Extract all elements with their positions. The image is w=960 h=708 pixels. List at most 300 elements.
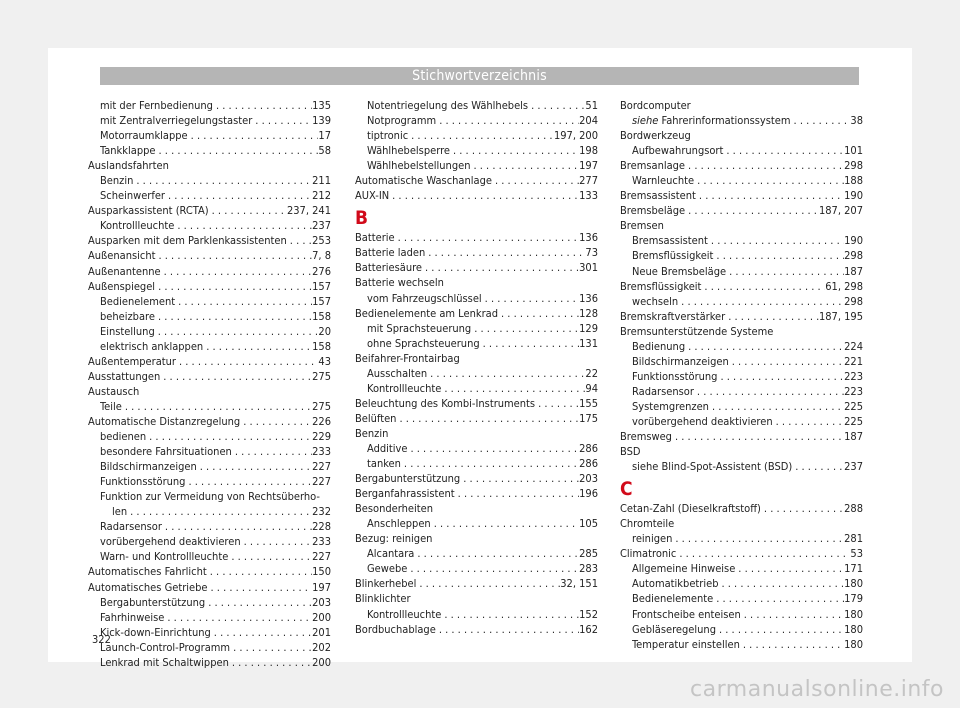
index-term: Tankklappe bbox=[100, 144, 156, 158]
dot-leader bbox=[729, 354, 844, 369]
index-subentry bbox=[100, 595, 331, 610]
dot-leader bbox=[792, 459, 844, 474]
dot-leader bbox=[685, 158, 844, 173]
index-entry bbox=[355, 173, 598, 188]
page-reference: 237 bbox=[312, 219, 331, 233]
page-reference: 150 bbox=[312, 565, 331, 579]
index-term: Kontrollleuchte bbox=[367, 607, 442, 621]
dot-leader bbox=[725, 309, 819, 324]
index-term: Automatisches Fahrlicht bbox=[88, 565, 207, 579]
page-reference: 224 bbox=[844, 339, 863, 353]
index-subentry bbox=[100, 98, 331, 113]
dot-leader bbox=[395, 230, 580, 245]
index-term: Bremsen bbox=[620, 219, 664, 233]
index-entry bbox=[620, 324, 863, 339]
dot-leader bbox=[408, 128, 554, 143]
page-reference: 196 bbox=[579, 487, 598, 501]
dot-leader bbox=[470, 158, 579, 173]
index-entry bbox=[355, 576, 598, 591]
dot-leader bbox=[685, 203, 819, 218]
dot-leader bbox=[229, 655, 312, 670]
page-reference: 94 bbox=[585, 381, 598, 395]
dot-leader bbox=[723, 143, 844, 158]
index-subentry bbox=[100, 113, 331, 128]
dot-leader bbox=[694, 173, 844, 188]
dot-leader bbox=[185, 474, 312, 489]
dot-leader bbox=[176, 354, 318, 369]
index-subentry bbox=[632, 354, 863, 369]
index-term: bedienen bbox=[100, 430, 147, 444]
page-reference: 229 bbox=[312, 430, 331, 444]
dot-leader bbox=[396, 411, 579, 426]
page-reference: 232 bbox=[312, 505, 331, 519]
index-term: mit Sprachsteuerung bbox=[367, 321, 472, 335]
index-entry bbox=[88, 203, 331, 218]
dot-leader bbox=[672, 429, 844, 444]
dot-leader bbox=[713, 591, 844, 606]
index-term: Systemgrenzen bbox=[632, 399, 709, 413]
page-reference: 180 bbox=[844, 622, 863, 636]
index-term: Bremsweg bbox=[620, 430, 672, 444]
dot-leader bbox=[685, 339, 844, 354]
index-term: Bordwerkzeug bbox=[620, 129, 691, 143]
index-subentry bbox=[100, 625, 331, 640]
index-subentry bbox=[367, 113, 598, 128]
page-reference: 223 bbox=[844, 369, 863, 383]
dot-leader bbox=[713, 248, 844, 263]
page-reference: 197 bbox=[579, 159, 598, 173]
page-reference: 212 bbox=[312, 189, 331, 203]
index-subentry bbox=[100, 519, 331, 534]
index-term: Automatisches Getriebe bbox=[88, 580, 208, 594]
dot-leader bbox=[717, 369, 844, 384]
index-subentry bbox=[367, 381, 598, 396]
index-term: Kontrollleuchte bbox=[100, 219, 175, 233]
index-subentry bbox=[100, 143, 331, 158]
index-subentry bbox=[100, 549, 331, 564]
index-term: Bremsanlage bbox=[620, 159, 686, 173]
index-entry bbox=[88, 564, 331, 579]
watermark-text: carmanualsonline.info bbox=[690, 677, 944, 702]
index-term: Austausch bbox=[88, 384, 140, 398]
index-term: Beifahrer-Frontairbag bbox=[355, 351, 460, 365]
dot-leader bbox=[414, 546, 579, 561]
dot-leader bbox=[160, 369, 312, 384]
dot-leader bbox=[213, 98, 312, 113]
page-reference: 180 bbox=[844, 577, 863, 591]
dot-leader bbox=[155, 309, 312, 324]
dot-leader bbox=[287, 233, 312, 248]
index-term: Climatronic bbox=[620, 547, 677, 561]
dot-leader bbox=[164, 610, 312, 625]
dot-leader bbox=[726, 264, 844, 279]
index-entry bbox=[355, 622, 598, 637]
dot-leader bbox=[156, 143, 319, 158]
dot-leader bbox=[401, 456, 579, 471]
page-reference: 152 bbox=[579, 607, 598, 621]
index-term: Ausstattungen bbox=[88, 369, 161, 383]
index-term: Bremsunterstützende Systeme bbox=[620, 324, 774, 338]
page-reference: 190 bbox=[844, 189, 863, 203]
dot-leader bbox=[455, 486, 579, 501]
page-reference: 201 bbox=[312, 625, 331, 639]
index-entry bbox=[355, 188, 598, 203]
index-entry bbox=[355, 486, 598, 501]
index-subentry bbox=[100, 294, 331, 309]
dot-leader bbox=[228, 549, 312, 564]
index-term: Allgemeine Hinweise bbox=[632, 562, 736, 576]
index-term: Bergabunterstützung bbox=[100, 595, 206, 609]
page-reference: 233 bbox=[312, 535, 331, 549]
watermark bbox=[620, 660, 960, 708]
index-term: Radarsensor bbox=[100, 520, 162, 534]
index-term: vom Fahrzeugschlüssel bbox=[367, 291, 482, 305]
index-term: Batterie bbox=[355, 231, 395, 245]
index-term: Bremsflüssigkeit bbox=[620, 279, 702, 293]
page-reference: 22 bbox=[585, 366, 598, 380]
index-term: beheizbare bbox=[100, 309, 155, 323]
dot-leader bbox=[161, 264, 313, 279]
index-subentry bbox=[100, 218, 331, 233]
index-subentry bbox=[632, 591, 863, 606]
index-subentry bbox=[367, 98, 598, 113]
index-column-3 bbox=[620, 98, 870, 652]
index-subentry bbox=[112, 504, 331, 519]
dot-leader bbox=[740, 637, 844, 652]
page-reference: 286 bbox=[579, 441, 598, 455]
dot-leader bbox=[480, 336, 579, 351]
dot-leader bbox=[694, 384, 844, 399]
page-reference: 225 bbox=[844, 414, 863, 428]
index-term: BSD bbox=[620, 445, 641, 459]
page-reference: 221 bbox=[844, 354, 863, 368]
page-reference: 139 bbox=[312, 114, 331, 128]
page-reference: 200 bbox=[312, 610, 331, 624]
index-entry bbox=[620, 429, 863, 444]
index-entry bbox=[620, 128, 863, 143]
index-term: Bezug: reinigen bbox=[355, 532, 433, 546]
page-reference: 197 bbox=[312, 580, 331, 594]
dot-leader bbox=[718, 576, 844, 591]
page-reference: 171 bbox=[844, 562, 863, 576]
index-term: vorübergehend deaktivieren bbox=[632, 414, 773, 428]
page-reference: 233 bbox=[312, 445, 331, 459]
index-term: Lenkrad mit Schaltwippen bbox=[100, 655, 229, 669]
index-term: reinigen bbox=[632, 532, 673, 546]
page-reference: 203 bbox=[579, 472, 598, 486]
page-reference: 203 bbox=[312, 595, 331, 609]
index-entry bbox=[620, 158, 863, 173]
index-term: Bedienung bbox=[632, 339, 686, 353]
page-reference: 180 bbox=[844, 607, 863, 621]
page-reference: 136 bbox=[579, 231, 598, 245]
index-term: Fahrhinweise bbox=[100, 610, 165, 624]
index-term: Außenspiegel bbox=[88, 279, 156, 293]
index-entry bbox=[88, 354, 331, 369]
page-reference: 253 bbox=[312, 234, 331, 248]
dot-leader bbox=[425, 245, 585, 260]
index-term: Außenansicht bbox=[88, 249, 156, 263]
index-subentry bbox=[100, 429, 331, 444]
index-term: Benzin bbox=[100, 174, 134, 188]
index-subentry bbox=[100, 173, 331, 188]
index-entry bbox=[355, 275, 598, 290]
index-entry bbox=[620, 279, 863, 294]
index-term: Batterie wechseln bbox=[355, 276, 444, 290]
dot-leader bbox=[165, 188, 312, 203]
index-term: Ausschalten bbox=[367, 366, 428, 380]
index-subentry bbox=[367, 607, 598, 622]
dot-leader bbox=[535, 396, 579, 411]
index-subentry bbox=[632, 384, 863, 399]
index-term: Wählhebelstellungen bbox=[367, 159, 471, 173]
index-term: Blinklichter bbox=[355, 592, 411, 606]
index-term: Bremsflüssigkeit bbox=[632, 249, 714, 263]
index-subentry bbox=[632, 113, 863, 128]
index-subentry bbox=[367, 516, 598, 531]
index-entry bbox=[88, 264, 331, 279]
index-entry bbox=[88, 384, 331, 399]
dot-leader bbox=[162, 519, 312, 534]
index-term: Frontscheibe enteisen bbox=[632, 607, 741, 621]
index-entry bbox=[620, 501, 863, 516]
index-term: Beleuchtung des Kombi-Instruments bbox=[355, 396, 536, 410]
index-subentry bbox=[367, 336, 598, 351]
index-term: Bremsbeläge bbox=[620, 204, 686, 218]
index-term: Auslandsfahrten bbox=[88, 159, 169, 173]
index-term: Anschleppen bbox=[367, 517, 431, 531]
page-reference: 73 bbox=[585, 246, 598, 260]
page-reference: 200 bbox=[312, 655, 331, 669]
index-term: siehe Blind-Spot-Assistent (BSD) bbox=[632, 460, 793, 474]
index-subentry bbox=[100, 188, 331, 203]
page-reference: 298 bbox=[844, 249, 863, 263]
dot-leader bbox=[211, 625, 312, 640]
page-reference: 129 bbox=[579, 321, 598, 335]
dot-leader bbox=[175, 294, 312, 309]
dot-leader bbox=[696, 188, 844, 203]
page-reference: 228 bbox=[312, 520, 331, 534]
index-subentry bbox=[632, 264, 863, 279]
dot-leader bbox=[407, 441, 579, 456]
page-reference: 204 bbox=[579, 114, 598, 128]
index-subentry bbox=[100, 459, 331, 474]
index-entry bbox=[88, 414, 331, 429]
index-entry bbox=[620, 309, 863, 324]
page-reference: 20 bbox=[318, 324, 331, 338]
index-subentry bbox=[100, 339, 331, 354]
dot-leader bbox=[441, 607, 579, 622]
page-reference: 157 bbox=[312, 294, 331, 308]
index-term: Launch-Control-Programm bbox=[100, 640, 231, 654]
page-reference: 162 bbox=[579, 622, 598, 636]
index-term: Ausparkassistent (RCTA) bbox=[88, 204, 209, 218]
page-reference: 158 bbox=[312, 309, 331, 323]
dot-leader bbox=[241, 534, 312, 549]
index-subentry bbox=[100, 610, 331, 625]
page-reference: 105 bbox=[579, 517, 598, 531]
dot-leader bbox=[741, 607, 844, 622]
index-entry bbox=[620, 218, 863, 233]
dot-leader bbox=[240, 414, 312, 429]
index-term: Scheinwerfer bbox=[100, 189, 166, 203]
index-subentry bbox=[367, 158, 598, 173]
index-term: Bergabunterstützung bbox=[355, 472, 461, 486]
index-subentry bbox=[632, 607, 863, 622]
index-subentry bbox=[100, 444, 331, 459]
dot-leader bbox=[709, 399, 844, 414]
dot-leader bbox=[427, 366, 585, 381]
index-entry bbox=[88, 369, 331, 384]
index-term: Funktionsstörung bbox=[632, 369, 718, 383]
page-reference: 43 bbox=[318, 354, 331, 368]
index-subentry bbox=[632, 369, 863, 384]
index-letter-heading: B bbox=[355, 207, 369, 230]
index-term: Besonderheiten bbox=[355, 502, 433, 516]
index-subentry bbox=[367, 291, 598, 306]
dot-leader bbox=[232, 444, 312, 459]
index-term: Warnleuchte bbox=[632, 174, 695, 188]
index-term: Cetan-Zahl (Dieselkraftstoff) bbox=[620, 502, 761, 516]
dot-leader bbox=[460, 471, 579, 486]
index-subentry bbox=[632, 622, 863, 637]
page-reference: 286 bbox=[579, 457, 598, 471]
index-term: Warn- und Kontrollleuchte bbox=[100, 550, 229, 564]
index-subentry bbox=[632, 531, 863, 546]
dot-leader bbox=[209, 203, 287, 218]
dot-leader bbox=[230, 640, 312, 655]
index-subentry bbox=[632, 143, 863, 158]
index-term: Bremsassistent bbox=[632, 234, 708, 248]
index-term: Automatische Distanzregelung bbox=[88, 414, 241, 428]
index-term: Funktion zur Vermeidung von Rechtsüberho- bbox=[100, 490, 320, 504]
index-column-2 bbox=[355, 98, 605, 637]
index-term: Wählhebelsperre bbox=[367, 144, 450, 158]
page-reference: 187 bbox=[844, 430, 863, 444]
index-entry bbox=[355, 396, 598, 411]
index-subentry bbox=[367, 441, 598, 456]
dot-leader bbox=[188, 128, 319, 143]
index-term: Bedienelemente bbox=[632, 592, 714, 606]
dot-leader bbox=[441, 381, 585, 396]
index-term: Chromteile bbox=[620, 517, 675, 531]
page-reference: 188 bbox=[844, 174, 863, 188]
page-reference: 198 bbox=[579, 144, 598, 158]
index-term: Außenantenne bbox=[88, 264, 161, 278]
index-subentry bbox=[367, 128, 598, 143]
dot-leader bbox=[155, 324, 319, 339]
page-reference: 211 bbox=[312, 174, 331, 188]
index-subentry bbox=[632, 248, 863, 263]
index-term: besondere Fahrsituationen bbox=[100, 445, 232, 459]
index-subentry bbox=[632, 399, 863, 414]
dot-leader bbox=[678, 294, 844, 309]
dot-leader bbox=[155, 248, 312, 263]
page-reference: 202 bbox=[312, 640, 331, 654]
index-entry bbox=[355, 591, 598, 606]
page-reference: 131 bbox=[579, 336, 598, 350]
dot-leader bbox=[450, 143, 579, 158]
index-entry bbox=[88, 279, 331, 294]
index-entry bbox=[355, 531, 598, 546]
page-reference: 58 bbox=[318, 144, 331, 158]
index-term: tiptronic bbox=[367, 129, 409, 143]
index-subentry bbox=[632, 459, 863, 474]
index-subentry bbox=[367, 321, 598, 336]
index-entry bbox=[88, 233, 331, 248]
dot-leader bbox=[672, 531, 844, 546]
page-reference: 128 bbox=[579, 306, 598, 320]
index-entry bbox=[620, 516, 863, 531]
index-term: len bbox=[112, 505, 128, 519]
dot-leader bbox=[133, 173, 312, 188]
index-term: Notentriegelung des Wählhebels bbox=[367, 99, 529, 112]
page-reference: 288 bbox=[844, 502, 863, 516]
dot-leader bbox=[761, 501, 844, 516]
page-reference: 158 bbox=[312, 339, 331, 353]
index-term: Bordcomputer bbox=[620, 99, 691, 112]
dot-leader bbox=[492, 173, 579, 188]
page-reference: 298 bbox=[844, 294, 863, 308]
dot-leader bbox=[773, 414, 844, 429]
index-term: Bedienelemente am Lenkrad bbox=[355, 306, 498, 320]
index-subentry bbox=[100, 128, 331, 143]
page-reference: 283 bbox=[579, 562, 598, 576]
index-term: Bildschirmanzeigen bbox=[100, 460, 197, 474]
page-reference: 61, 298 bbox=[825, 279, 863, 293]
dot-leader bbox=[252, 113, 312, 128]
index-subentry bbox=[632, 561, 863, 576]
index-entry bbox=[355, 426, 598, 441]
index-term: tanken bbox=[367, 457, 401, 471]
index-term: Außentemperatur bbox=[88, 354, 176, 368]
index-term: Belüften bbox=[355, 411, 397, 425]
index-term: Einstellung bbox=[100, 324, 155, 338]
page-reference: 38 bbox=[850, 114, 863, 128]
dot-leader bbox=[716, 622, 844, 637]
index-subentry bbox=[100, 534, 331, 549]
page-reference: 281 bbox=[844, 532, 863, 546]
dot-leader bbox=[389, 188, 579, 203]
page-reference: 187 bbox=[844, 264, 863, 278]
index-term: Gebläseregelung bbox=[632, 622, 716, 636]
dot-leader bbox=[422, 260, 579, 275]
page-reference: 276 bbox=[312, 264, 331, 278]
page-reference: 275 bbox=[312, 399, 331, 413]
index-entry bbox=[355, 306, 598, 321]
page-reference: 227 bbox=[312, 460, 331, 474]
index-entry bbox=[620, 444, 863, 459]
dot-leader bbox=[155, 279, 312, 294]
index-term: Additive bbox=[367, 441, 408, 455]
index-term: Bremsassistent bbox=[620, 189, 696, 203]
index-subentry bbox=[632, 414, 863, 429]
dot-leader bbox=[735, 561, 844, 576]
page-reference: 225 bbox=[844, 399, 863, 413]
dot-leader bbox=[407, 561, 579, 576]
dot-leader bbox=[431, 516, 579, 531]
index-subentry bbox=[100, 489, 331, 504]
dot-leader bbox=[436, 622, 579, 637]
index-term: Automatische Waschanlage bbox=[355, 174, 492, 188]
index-term: Notprogramm bbox=[367, 114, 437, 128]
index-term: Neue Bremsbeläge bbox=[632, 264, 727, 278]
index-term: mit Zentralverriegelungstaster bbox=[100, 114, 253, 128]
page-reference: 51 bbox=[585, 99, 598, 112]
index-term: Automatikbetrieb bbox=[632, 577, 719, 591]
index-entry bbox=[620, 188, 863, 203]
index-entry bbox=[355, 245, 598, 260]
